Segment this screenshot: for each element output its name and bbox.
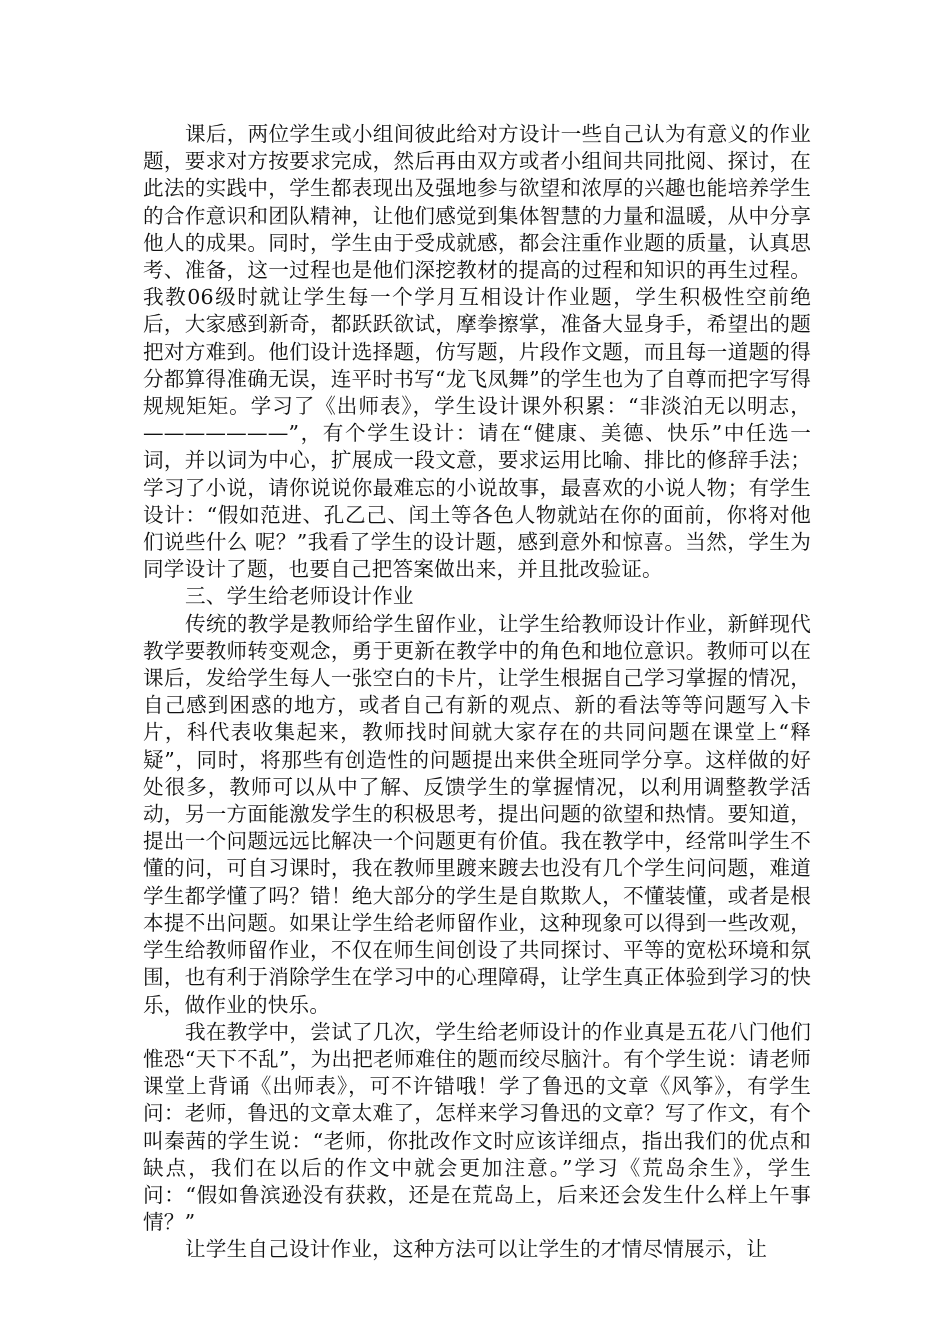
paragraph-conclusion-start: 让学生自己设计作业，这种方法可以让学生的才情尽情展示，让 <box>185 1237 768 1262</box>
paragraph-teaching-examples: 我在教学中，尝试了几次，学生给老师设计的作业真是五花八门他们惟恐“天下不乱”，为出把老师难住的题而绞尽脑汁。有个学生说：请老师课堂上背诵《出师表》，可不许错哦！学了鲁迅的文章《风筝》，有学生问：老师，鲁迅的文章太难了，怎样来学习鲁迅的文章？写了作文，有个叫秦茜的学生说：“老师，你批改作文时应该详细点，指出我们的优点和缺点，我们在以后的作文中就会更加注意。”学习《荒岛余生》，学生问：“假如鲁滨逊没有获救，还是在荒岛上，后来还会发生什么样上午事情？” <box>143 1019 811 1235</box>
document-body <box>143 121 811 1264</box>
paragraph-students-assign-teacher: 传统的教学是教师给学生留作业，让学生给教师设计作业，新鲜现代教学要教师转变观念，勇于更新在教学中的角色和地位意识。教师可以在课后，发给学生每人一张空白的卡片，让学生根据自己学习掌握的情况，自己感到困惑的地方，或者自己有新的观点、新的看法等等问题写入卡片，科代表收集起来，教师找时间就大家存在的共同问题在课堂上“释疑”，同时，将那些有创造性的问题提出来供全班同学分享。这样做的好处很多，教师可以从中了解、反馈学生的掌握情况，以利用调整教学活动，另一方面能激发学生的积极思考，提出问题的欲望和热情。要知道，提出一个问题远远比解决一个问题更有价值。我在教学中，经常叫学生不懂的问，可自习课时，我在教师里踱来踱去也没有几个学生问问题，难道学生都学懂了吗？错！绝大部分的学生是自欺欺人，不懂装懂，或者是根本提不出问题。如果让学生给老师留作业，这种现象可以得到一些改观，学生给教师留作业，不仅在师生间创设了共同探讨、平等的宽松环境和氛围，也有利于消除学生在学习中的心理障碍，让学生真正体验到学习的快乐，做作业的快乐。 <box>143 611 811 1017</box>
paragraph-peer-homework: 课后，两位学生或小组间彼此给对方设计一些自己认为有意义的作业题，要求对方按要求完成，然后再由双方或者小组间共同批阅、探讨，在此法的实践中，学生都表现出及强地参与欲望和浓厚的兴趣也能培养学生的合作意识和团队精神，让他们感觉到集体智慧的力量和温暖，从中分享他人的成果。同时，学生由于受成就感，都会注重作业题的质量，认真思考、准备，这一过程也是他们深挖教材的提高的过程和知识的再生过程。我教06级时就让学生每一个学月互相设计作业题，学生积极性空前绝后，大家感到新奇，都跃跃欲试，摩拳擦掌，准备大显身手，希望出的题把对方难到。他们设计选择题，仿写题，片段作文题，而且每一道题的得分都算得准确无误，连平时书写“龙飞凤舞”的学生也为了自尊而把字写得规规矩矩。学习了《出师表》，学生设计课外积累：“非淡泊无以明志，———————”，有个学生设计：请在“健康、美德、快乐”中任选一词，并以词为中心，扩展成一段文意，要求运用比喻、排比的修辞手法；学习了小说，请你说说你最难忘的小说故事，最喜欢的小说人物；有学生设计：“假如范进、孔乙己、闰土等各色人物就站在你的面前，你将对他们说些什么 呢？”我看了学生的设计题，感到意外和惊喜。当然，学生为同学设计了题，也要自己把答案做出来，并且批改验证。 <box>143 122 811 582</box>
section-heading: 三、学生给老师设计作业 <box>185 584 414 609</box>
